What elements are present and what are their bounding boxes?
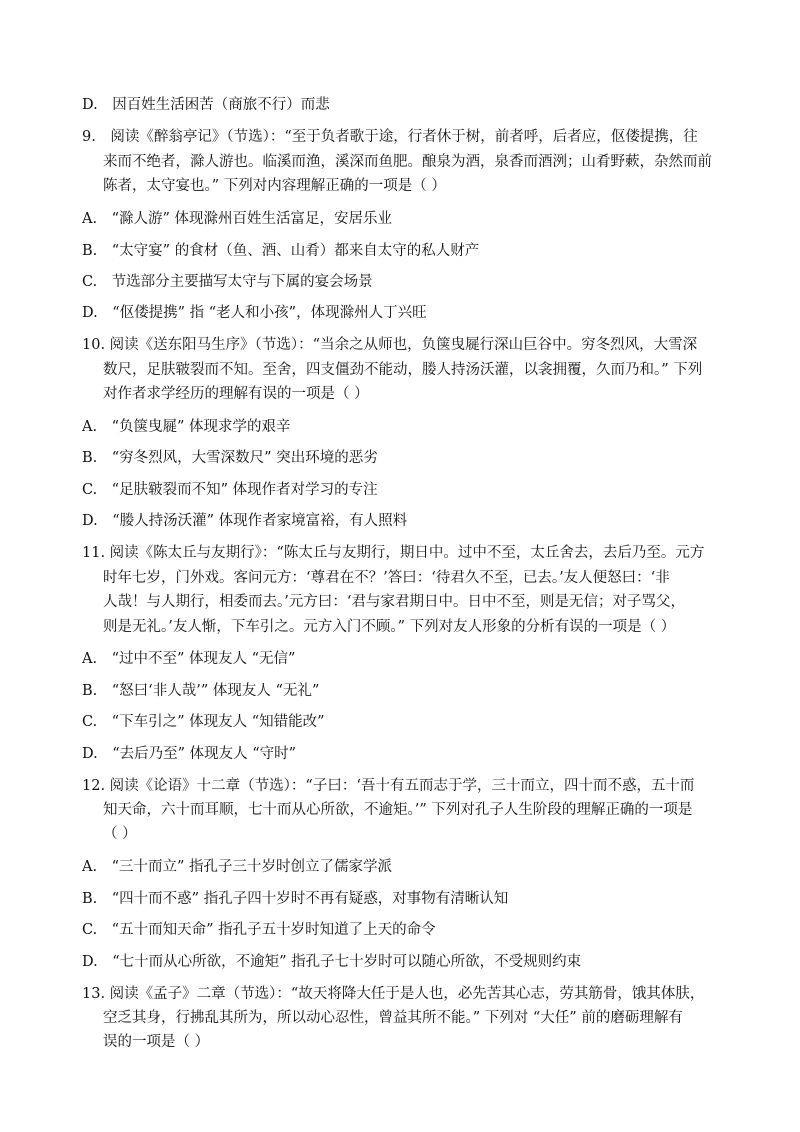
q10-option-c: C. “足肤皲裂而不知” 体现作者对学习的专注	[82, 482, 378, 498]
q13-stem-line-1: 13. 阅读《孟子》二章（节选）：“故天将降大任于是人也，必先苦其心志，劳其筋骨，饿其体肤，	[82, 986, 705, 1002]
q12-stem-line-1: 12. 阅读《论语》十二章（节选）：“子曰：‘吾十有五而志于学，三十而立，四十而不惑，五十而	[82, 778, 695, 794]
q10-option-d: D. “媵人持汤沃灌” 体现作者家境富裕，有人照料	[82, 513, 408, 529]
q8-option-d: D. 因百姓生活困苦（商旅不行）而悲	[82, 97, 330, 113]
q9-option-d: D. “伛偻提携” 指 “老人和小孩”，体现滁州人丁兴旺	[82, 305, 427, 321]
q9-option-a: A. “滁人游” 体现滁州百姓生活富足，安居乐业	[82, 211, 393, 227]
q9-stem-line-3: 陈者，太守宴也。” 下列对内容理解正确的一项是（ ）	[103, 178, 446, 194]
q10-option-b: B. “穷冬烈风，大雪深数尺” 突出环境的恶劣	[82, 450, 378, 466]
q12-stem-line-2: 知天命，六十而耳顺，七十而从心所欲，不逾矩。’” 下列对孔子人生阶段的理解正确的一项是	[103, 802, 693, 818]
q11-stem-line-3: 人哉！与人期行，相委而去。’元方曰：‘君与家君期日中。日中不至，则是无信；对子骂父，	[103, 594, 685, 610]
q9-option-c: C. 节选部分主要描写太守与下属的宴会场景	[82, 274, 373, 290]
q13-stem-line-2: 空乏其身，行拂乱其所为，所以动心忍性，曾益其所不能。” 下列对 “大任” 前的磨砺理解有	[103, 1010, 683, 1026]
q11-stem-line-2: 时年七岁，门外戏。客问元方：‘尊君在不？’答曰：‘待君久不至，已去。’友人便怒曰：‘非	[103, 570, 670, 586]
q12-option-b: B. “四十而不惑” 指孔子四十岁时不再有疑惑，对事物有清晰认知	[82, 891, 509, 907]
q10-option-a: A. “负箧曳屣” 体现求学的艰辛	[82, 419, 291, 435]
q12-option-c: C. “五十而知天命” 指孔子五十岁时知道了上天的命令	[82, 922, 436, 938]
q11-option-b: B. “怒曰‘非人哉’” 体现友人 “无礼”	[82, 683, 320, 699]
q9-option-b: B. “太守宴” 的食材（鱼、酒、山肴）都来自太守的私人财产	[82, 243, 480, 259]
q9-stem-line-2: 来而不绝者，滁人游也。临溪而渔，溪深而鱼肥。酿泉为酒，泉香而酒洌；山肴野蔌，杂然而前	[103, 154, 712, 170]
q11-stem-line-1: 11. 阅读《陈太丘与友期行》：“陈太丘与友期行，期日中。过中不至，太丘舍去，去后乃至。元方	[82, 545, 705, 561]
q13-stem-line-3: 误的一项是（ ）	[103, 1034, 210, 1050]
q12-stem-line-3: （ ）	[103, 826, 137, 842]
q9-stem-line-1: 9. 阅读《醉翁亭记》（节选）：“至于负者歌于途，行者休于树，前者呼，后者应，伛偻提携，往	[82, 129, 698, 145]
q11-option-c: C. “下车引之” 体现友人 “知错能改”	[82, 714, 325, 730]
q10-stem-line-2: 数尺，足肤皲裂而不知。至舍，四支僵劲不能动，媵人持汤沃灌，以衾拥覆，久而乃和。” 下列	[103, 362, 703, 378]
q12-option-a: A. “三十而立” 指孔子三十岁时创立了儒家学派	[82, 859, 393, 875]
q11-option-d: D. “去后乃至” 体现友人 “守时”	[82, 746, 297, 762]
q11-option-a: A. “过中不至” 体现友人 “无信”	[82, 651, 296, 667]
q11-stem-line-4: 则是无礼。’友人惭，下车引之。元方入门不顾。” 下列对友人形象的分析有误的一项是（ ）	[103, 619, 676, 635]
q10-stem-line-1: 10. 阅读《送东阳马生序》（节选）：“当余之从师也，负箧曳屣行深山巨谷中。穷冬烈风，大雪深	[82, 337, 698, 353]
q10-stem-line-3: 对作者求学经历的理解有误的一项是（ ）	[103, 386, 369, 402]
q12-option-d: D. “七十而从心所欲，不逾矩” 指孔子七十岁时可以随心所欲，不受规则约束	[82, 954, 582, 970]
